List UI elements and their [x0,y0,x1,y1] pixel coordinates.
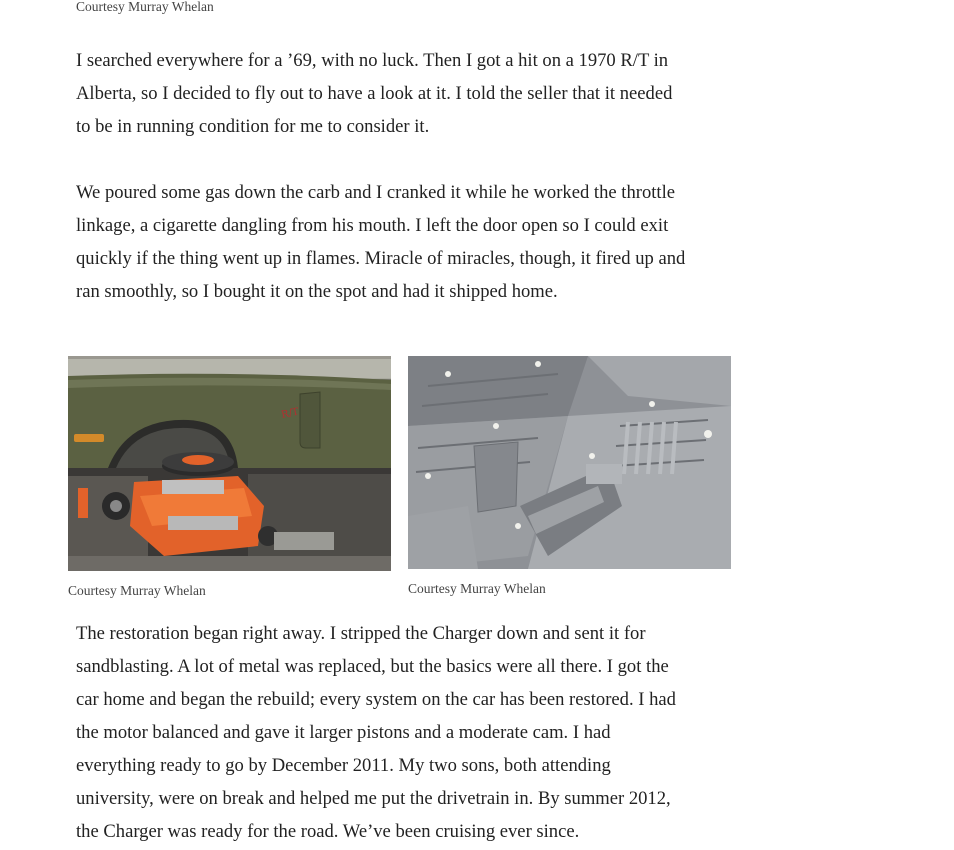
paragraph-3-line-1: The restoration began right away. I stripped the Charger down and sent it for [76,623,646,644]
paragraph-1-line-2: Alberta, so I decided to fly out to have a look at it. I told the seller that it needed [76,83,673,104]
green-charger-with-orange-engine-photo-icon [68,356,391,571]
paragraph-2-line-3: quickly if the thing went up in flames. Miracle of miracles, though, it fired up and [76,248,686,269]
top-photo-caption: Courtesy Murray Whelan [76,0,214,14]
paragraph-2 [76,176,746,308]
left-photo-caption: Courtesy Murray Whelan [68,583,206,598]
svg-text:R/T: R/T [280,406,300,421]
right-photo-caption: Courtesy Murray Whelan [408,581,546,596]
paragraph-3-line-3: car home and began the rebuild; every system on the car has been restored. I had [76,689,676,710]
paragraph-3 [76,617,746,848]
paragraph-3-line-2: sandblasting. A lot of metal was replaced, but the basics were all there. I got the [76,656,669,677]
paragraph-1-line-3: to be in running condition for me to consider it. [76,116,430,137]
paragraph-1-line-1: I searched everywhere for a ’69, with no luck. Then I got a hit on a 1970 R/T in [76,50,669,71]
grey-primed-floor-pan-photo-icon [408,356,731,569]
paragraph-2-line-2: linkage, a cigarette dangling from his mouth. I left the door open so I could exit [76,215,669,236]
paragraph-2-line-1: We poured some gas down the carb and I cranked it while he worked the throttle [76,182,675,203]
floor-pan-photo[interactable] [408,356,731,569]
paragraph-3-line-7: the Charger was ready for the road. We’ve been cruising ever since. [76,821,580,842]
paragraph-2-line-4: ran smoothly, so I bought it on the spot and had it shipped home. [76,281,558,302]
paragraph-3-line-5: everything ready to go by December 2011. My two sons, both attending [76,755,611,776]
green-charger-engine-photo[interactable] [68,356,391,571]
paragraph-3-line-6: university, were on break and helped me put the drivetrain in. By summer 2012, [76,788,671,809]
paragraph-1 [76,44,746,143]
paragraph-3-line-4: the motor balanced and gave it larger pistons and a moderate cam. I had [76,722,611,743]
